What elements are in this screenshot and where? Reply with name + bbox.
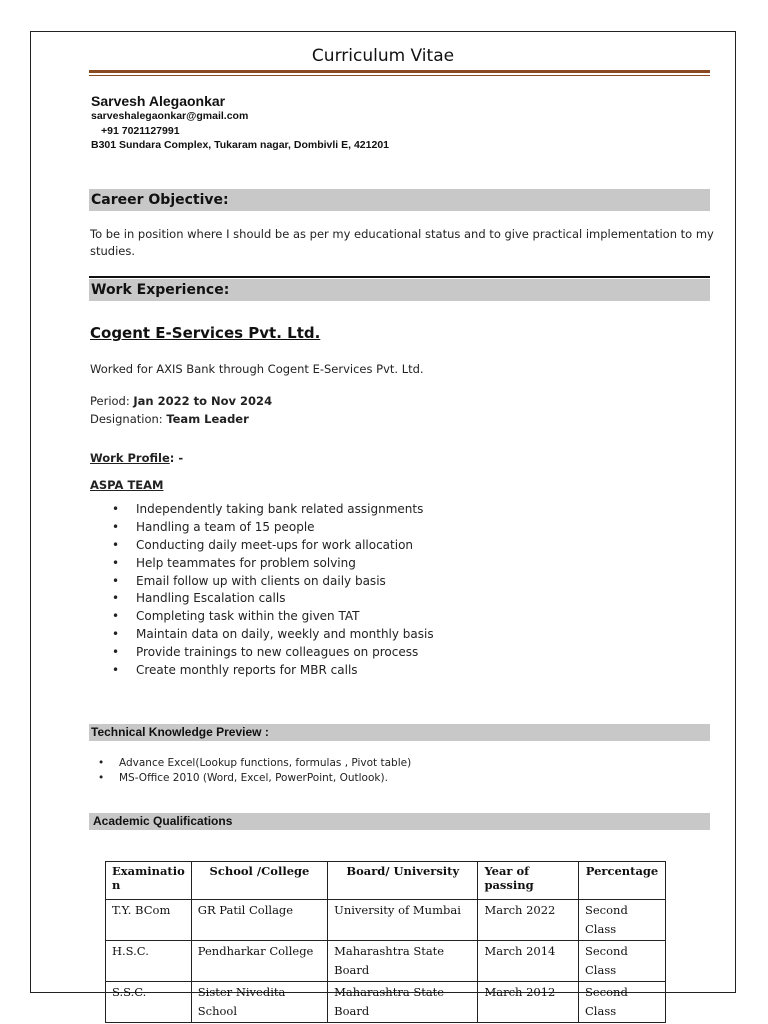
designation-value: Team Leader [166,412,249,426]
column-header: School /College [191,862,327,900]
designation-label: Designation: [90,412,167,426]
table-cell: Maharashtra State Board [328,982,478,1023]
candidate-name: Sarvesh Alegaonkar [91,93,226,109]
designation-line [90,412,249,426]
table-cell: Second Class [579,900,666,941]
table-cell: March 2012 [478,982,579,1023]
work-experience-heading: Work Experience: [89,279,710,301]
table-cell: Maharashtra State Board [328,941,478,982]
table-row [106,982,666,1023]
work-profile-label: Work Profile [90,451,170,465]
list-item: • MS-Office 2010 (Word, Excel, PowerPoint, Outlook). [119,771,411,786]
technical-list [119,756,411,785]
column-header: Board/ University [328,862,478,900]
title-rule-thin [89,75,710,76]
career-objective-heading: Career Objective: [89,189,710,211]
team-name: ASPA TEAM [90,478,164,492]
list-item: • Completing task within the given TAT [136,608,434,626]
phone-number: +91 7021127991 [101,125,180,137]
work-description: Worked for AXIS Bank through Cogent E-Services Pvt. Ltd. [90,362,424,376]
title-rule-thick [89,70,710,73]
table-row [106,941,666,982]
document-title: Curriculum Vitae [311,46,455,66]
list-item: • Handling Escalation calls [136,590,434,608]
company-name: Cogent E-Services Pvt. Ltd. [90,324,321,342]
table-cell: University of Mumbai [328,900,478,941]
list-item: • Create monthly reports for MBR calls [136,662,434,680]
section-divider [89,276,710,278]
postal-address: B301 Sundara Complex, Tukaram nagar, Dombivli E, 421201 [91,139,390,151]
resume-page [30,31,736,1018]
table-cell: Sister Nivedita School [191,982,327,1023]
period-value: Jan 2022 to Nov 2024 [133,394,273,408]
academic-table [105,861,666,1023]
list-item: • Handling a team of 15 people [136,519,434,537]
work-profile-line [90,451,183,465]
period-line [90,394,272,408]
table-header-row [106,862,666,900]
list-item: • Email follow up with clients on daily basis [136,573,434,591]
list-item: • Provide trainings to new colleagues on process [136,644,434,662]
column-header: Percentage [579,862,666,900]
list-item: • Maintain data on daily, weekly and monthly basis [136,626,434,644]
table-cell: S.S.C. [106,982,192,1023]
list-item: • Help teammates for problem solving [136,555,434,573]
period-label: Period: [90,394,134,408]
duties-list [136,501,434,680]
list-item: • Conducting daily meet-ups for work allocation [136,537,434,555]
technical-heading: Technical Knowledge Preview : [89,724,710,741]
table-cell: T.Y. BCom [106,900,192,941]
list-item: • Advance Excel(Lookup functions, formulas , Pivot table) [119,756,411,771]
academic-heading: Academic Qualifications [89,813,710,830]
column-header: Year of passing [478,862,579,900]
career-objective-text: To be in position where I should be as per my educational status and to give practical implementation to my studies. [90,227,714,258]
column-header: Examinatio n [106,862,192,900]
table-cell: March 2022 [478,900,579,941]
list-item: • Independently taking bank related assignments [136,501,434,519]
table-cell: Pendharkar College [191,941,327,982]
table-cell: H.S.C. [106,941,192,982]
table-cell: Second Class [579,982,666,1023]
table-cell: Second Class [579,941,666,982]
email-address: sarveshalegaonkar@gmail.com [91,110,249,122]
table-cell: GR Patil Collage [191,900,327,941]
work-profile-suffix: : - [169,451,184,465]
table-cell: March 2014 [478,941,579,982]
table-row [106,900,666,941]
